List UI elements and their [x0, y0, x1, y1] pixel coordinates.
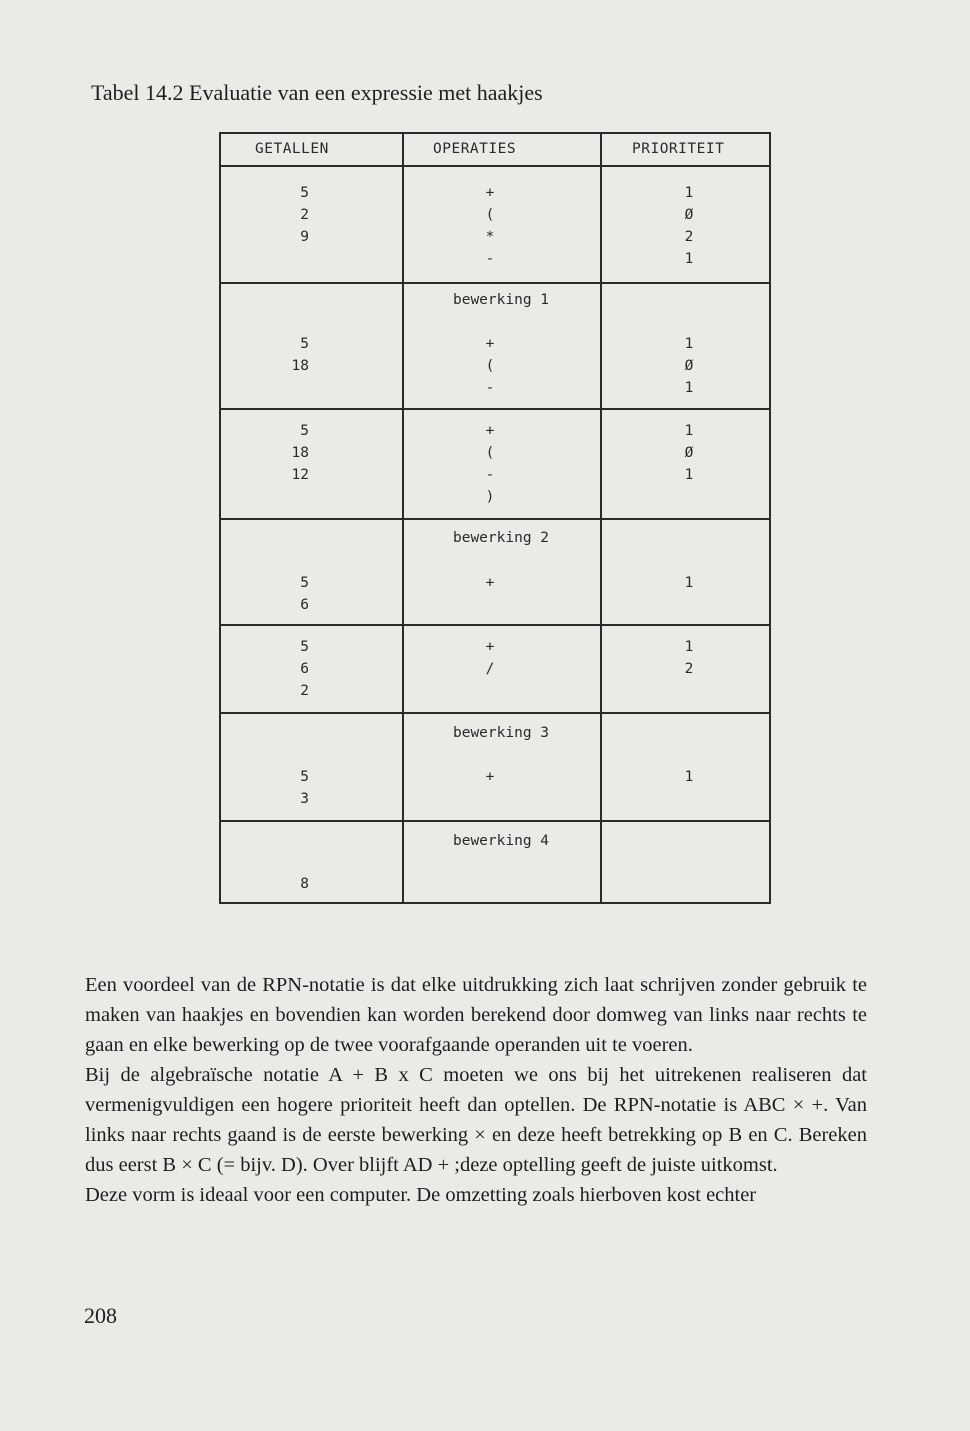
header-operaties: OPERATIES — [433, 141, 517, 157]
header-divider — [219, 165, 771, 167]
row-divider — [219, 624, 771, 626]
operaties-stack: + ( * - — [485, 185, 495, 267]
paragraph: Bij de algebraïsche notatie A + B x C moeten we ons bij het uitrekenen realiseren dat vermenigvuldigen een hogere prioriteit heeft dan optellen. De RPN-notatie is ABC × +. Van links naar rechts gaand is de eerste bewerking × en deze heeft betrekking op B en C. Bereken dus eerst B × C (= bijv. D). Over blijft AD + ;deze optelling geeft de juiste uitkomst. — [85, 1064, 867, 1176]
prioriteit-stack: 1 — [684, 575, 694, 591]
table-border-bottom — [219, 902, 771, 904]
getallen-stack: 5 6 2 — [300, 639, 309, 699]
getallen-stack: 8 — [300, 876, 309, 892]
operaties-stack: + ( - — [485, 336, 495, 396]
bewerking-label: bewerking 1 — [452, 292, 550, 308]
row-divider — [219, 282, 771, 284]
prioriteit-stack: 1 Ø 1 — [684, 423, 694, 483]
getallen-stack: 5 3 — [300, 769, 309, 807]
getallen-stack: 5 18 12 — [291, 423, 309, 483]
row-divider — [219, 820, 771, 822]
bewerking-label: bewerking 3 — [452, 725, 550, 741]
header-prioriteit: PRIORITEIT — [632, 141, 725, 157]
paragraph: Een voordeel van de RPN-notatie is dat elke uitdrukking zich laat schrijven zonder gebruik te maken van haakjes en bovendien kan worden berekend door domweg van links naar rechts te gaan en elke bewerking op de twee voorafgaande operanden uit te voeren. — [85, 974, 867, 1056]
row-divider — [219, 518, 771, 520]
bewerking-label: bewerking 4 — [452, 833, 550, 849]
page-number: 208 — [84, 1303, 117, 1328]
body-text — [85, 970, 867, 1210]
operaties-stack: + — [485, 575, 495, 591]
table-caption: Tabel 14.2 Evaluatie van een expressie met haakjes — [91, 80, 543, 105]
table-border-top — [219, 132, 771, 134]
operaties-stack: + — [485, 769, 495, 785]
row-divider — [219, 408, 771, 410]
getallen-stack: 5 18 — [291, 336, 309, 374]
header-getallen: GETALLEN — [255, 141, 329, 157]
bewerking-label: bewerking 2 — [452, 530, 550, 546]
prioriteit-stack: 1 Ø 2 1 — [684, 185, 694, 267]
prioriteit-stack: 1 Ø 1 — [684, 336, 694, 396]
operaties-stack: + / — [485, 639, 495, 677]
operaties-stack: + ( - ) — [485, 423, 495, 505]
prioriteit-stack: 1 2 — [684, 639, 694, 677]
paragraph: Deze vorm is ideaal voor een computer. De omzetting zoals hierboven kost echter — [85, 1184, 757, 1206]
getallen-stack: 5 2 9 — [300, 185, 309, 245]
prioriteit-stack: 1 — [684, 769, 694, 785]
evaluation-table — [219, 132, 771, 904]
getallen-stack: 5 6 — [300, 575, 309, 613]
row-divider — [219, 712, 771, 714]
